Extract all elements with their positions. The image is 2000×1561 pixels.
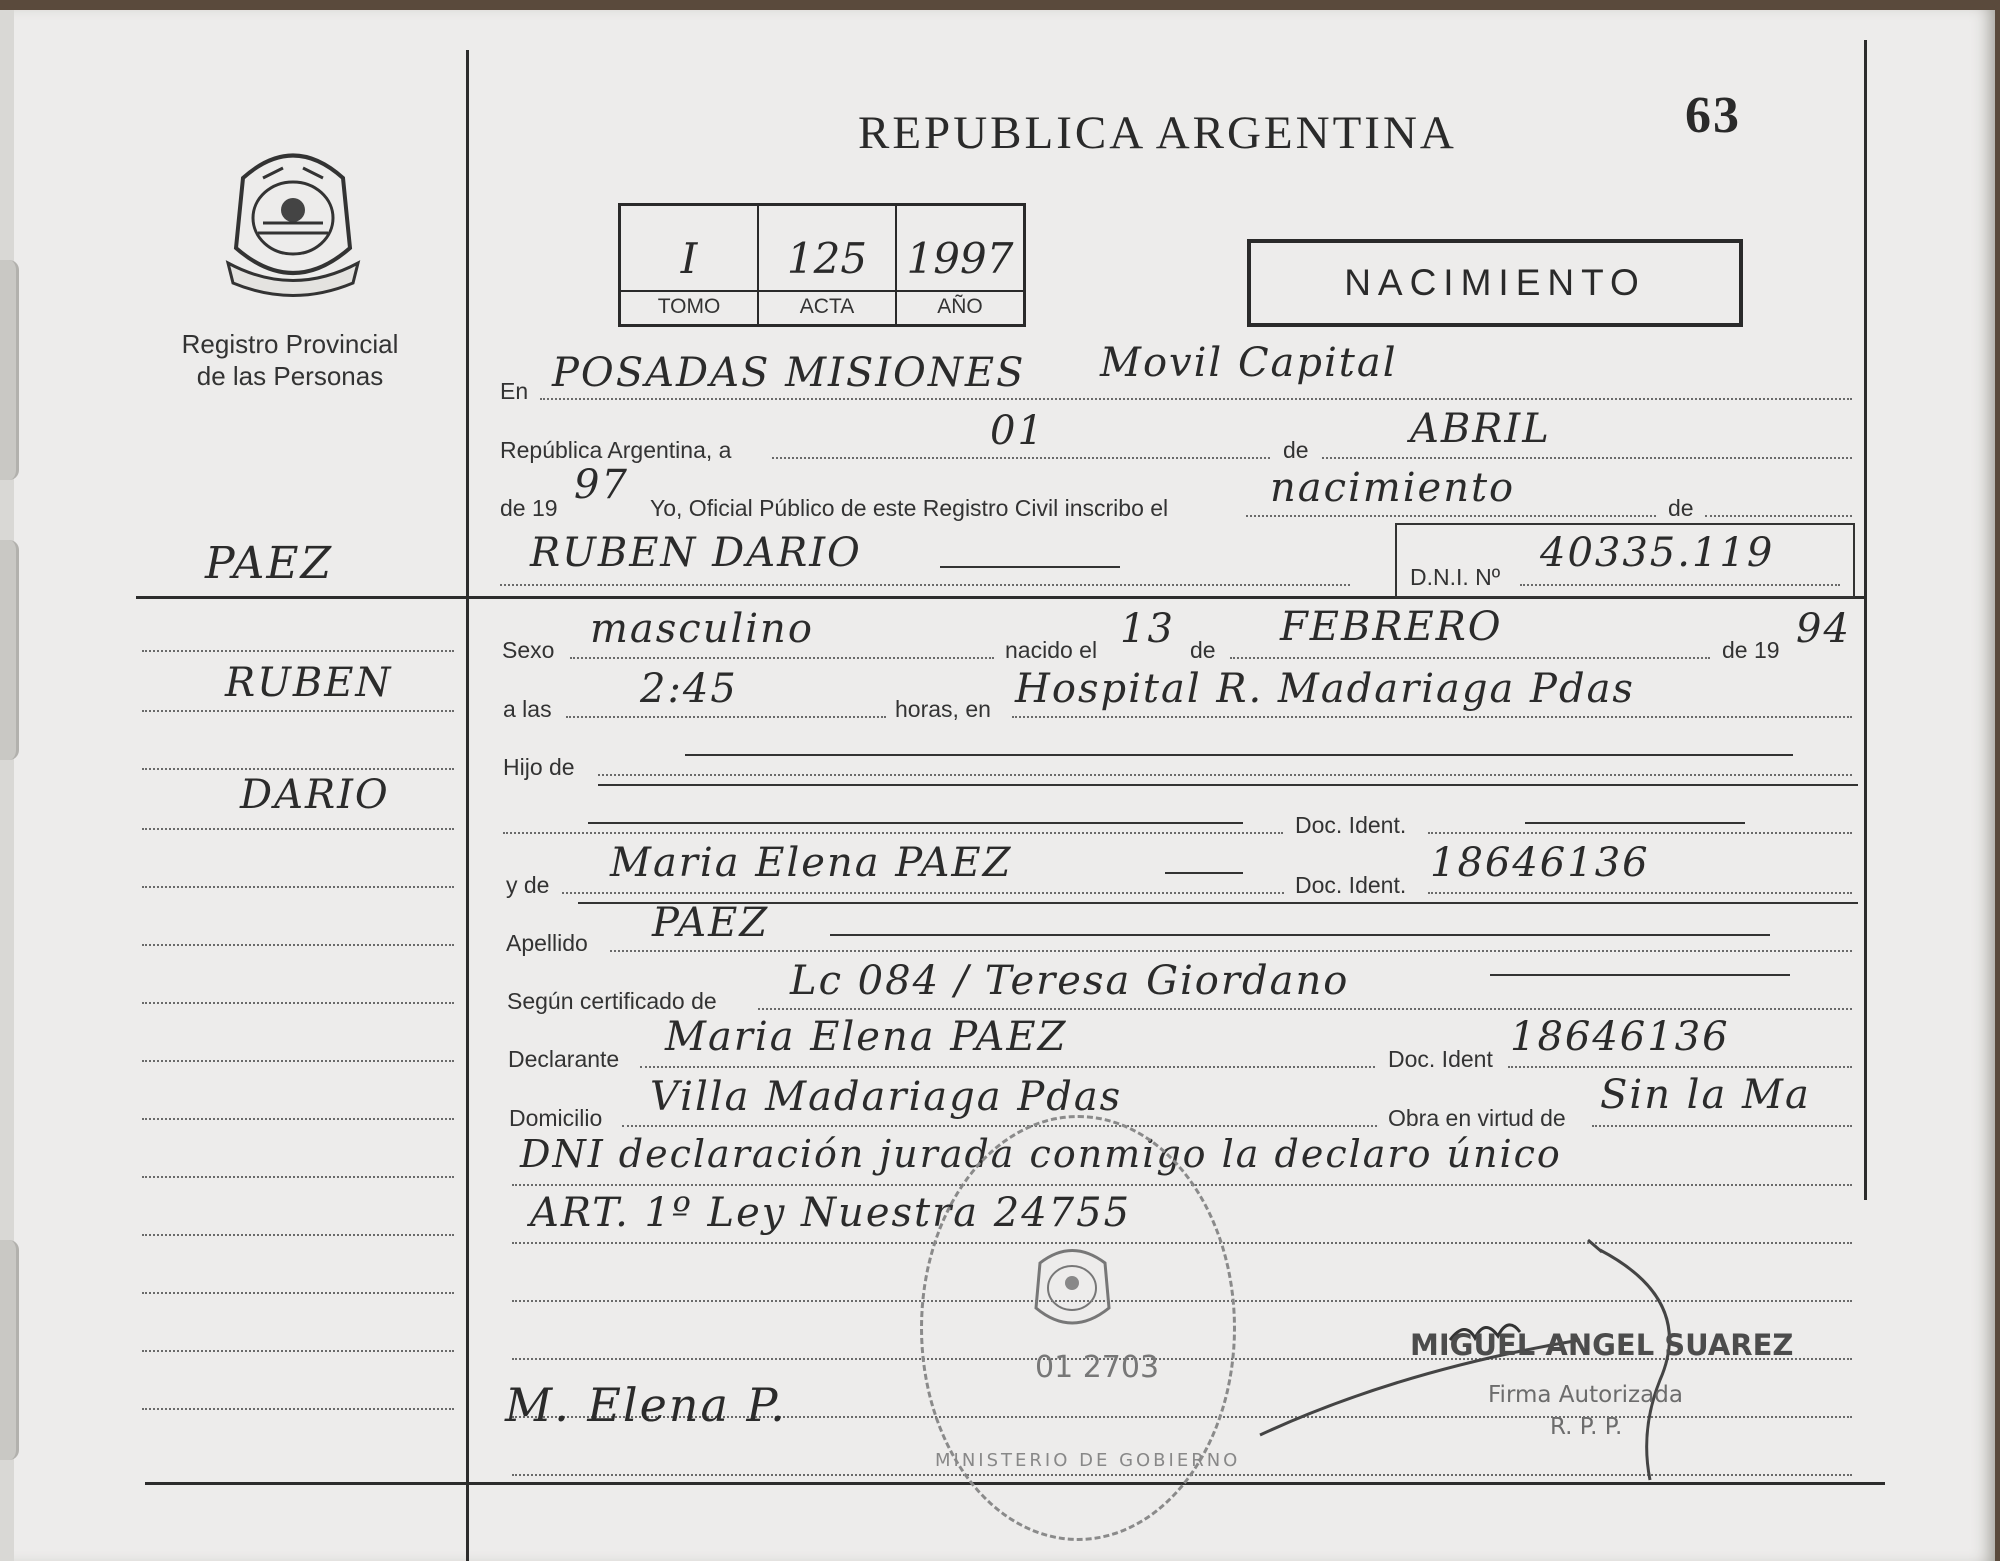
value-nacido-anio: 94: [1796, 606, 1851, 652]
anio-cell: [897, 206, 1023, 324]
label-horas-en: horas, en: [895, 696, 991, 722]
value-nombre: RUBEN DARIO: [530, 530, 862, 576]
tomo-value: I: [680, 234, 698, 283]
label-hijo-de: Hijo de: [503, 754, 575, 780]
label-en: En: [500, 378, 529, 404]
stamp-date: 01 2703: [1035, 1350, 1160, 1385]
value-domicilio: Villa Madariaga Pdas: [650, 1074, 1123, 1120]
binding-hole: [0, 540, 19, 760]
fill-line: [588, 822, 1243, 824]
value-madre: Maria Elena PAEZ: [610, 840, 1013, 886]
label-de: de: [1283, 437, 1309, 463]
label-doc-ident-madre: Doc. Ident.: [1295, 872, 1407, 898]
label-de-19: de 19: [500, 495, 558, 521]
label-sexo: Sexo: [502, 637, 555, 663]
label-doc-ident-padre: Doc. Ident.: [1295, 812, 1407, 838]
record-number-table: [618, 203, 1026, 327]
stamp-text: MINISTERIO DE GOBIERNO: [935, 1450, 1241, 1471]
margin-line: [142, 1292, 454, 1294]
value-mes: ABRIL: [1410, 406, 1551, 452]
label-yo-oficial: Yo, Oficial Público de este Registro Civil inscribo el: [650, 495, 1169, 521]
office-line: Registro Provincial: [181, 329, 399, 359]
field-line: [1246, 515, 1656, 517]
fill-line: [1525, 822, 1745, 824]
value-obra-cont2: ART. 1º Ley Nuestra 24755: [530, 1190, 1132, 1236]
margin-line: [142, 650, 454, 652]
value-dni: 40335.119: [1540, 530, 1775, 576]
fill-line: [1165, 872, 1243, 874]
fill-line: [598, 784, 1858, 786]
certificate-page: [0, 10, 1995, 1561]
acta-value: 125: [786, 234, 868, 283]
label-nacido-el: nacido el: [1005, 637, 1098, 663]
right-border: [1864, 40, 1867, 1200]
field-line: [1428, 832, 1852, 834]
field-line: [610, 950, 1852, 952]
label-apellido: Apellido: [506, 930, 588, 956]
field-line: [640, 1066, 1375, 1068]
anio-value: 1997: [906, 234, 1014, 283]
record-type-box: NACIMIENTO: [1247, 239, 1743, 327]
field-line: [1012, 716, 1852, 718]
margin-line: [142, 710, 454, 712]
margin-line: [142, 1118, 454, 1120]
margin-line: [142, 828, 454, 830]
acta-cell: [759, 206, 897, 324]
value-madre-doc: 18646136: [1430, 840, 1650, 886]
value-sexo: masculino: [590, 606, 814, 652]
field-line: [622, 1125, 1377, 1127]
label-declarante: Declarante: [508, 1046, 620, 1072]
label-doc-ident-decl: Doc. Ident: [1388, 1046, 1493, 1072]
margin-line: [142, 1350, 454, 1352]
acta-label: ACTA: [759, 290, 895, 324]
value-certificado: Lc 084 / Teresa Giordano: [790, 958, 1350, 1004]
field-line: [598, 774, 1852, 776]
value-obra: Sin la Ma: [1600, 1072, 1811, 1118]
field-line: [500, 584, 1350, 586]
fill-line: [830, 934, 1770, 936]
label-de-mes: de: [1190, 637, 1216, 663]
field-line: [570, 657, 994, 659]
field-line: [1322, 457, 1852, 459]
field-line: [1230, 657, 1710, 659]
margin-line: [142, 1408, 454, 1410]
value-nacido-mes: FEBRERO: [1280, 604, 1503, 650]
signatory-role: Firma Autorizada: [1488, 1382, 1683, 1408]
value-apellido: PAEZ: [652, 900, 770, 946]
page-title: REPUBLICA ARGENTINA: [858, 107, 1457, 159]
margin-line: [142, 1176, 454, 1178]
anio-label: AÑO: [897, 290, 1023, 324]
value-lugar-nac: Hospital R. Madariaga Pdas: [1015, 666, 1635, 712]
value-inscripcion: nacimiento: [1270, 465, 1516, 511]
page-number: 63: [1685, 87, 1741, 144]
field-line: [566, 716, 886, 718]
value-declarante-doc: 18646136: [1510, 1014, 1730, 1060]
label-a-las: a las: [503, 696, 552, 722]
fill-line: [685, 754, 1793, 756]
label-segun: Según certificado de: [507, 988, 717, 1014]
margin-line: [142, 768, 454, 770]
binding-hole: [0, 1240, 19, 1460]
tomo-label: TOMO: [621, 290, 757, 324]
margin-line: [142, 886, 454, 888]
field-line: [772, 457, 1270, 459]
value-anio: 97: [574, 462, 629, 508]
stamp-emblem-icon: [1025, 1238, 1120, 1338]
margin-line: [142, 1060, 454, 1062]
value-hora: 2:45: [640, 666, 738, 712]
label-dni: D.N.I. Nº: [1410, 564, 1501, 590]
fill-line: [940, 566, 1120, 568]
label-de-tail: de: [1668, 495, 1694, 521]
margin-line: [142, 1002, 454, 1004]
tomo-cell: [621, 206, 759, 324]
value-obra-cont: DNI declaración jurada conmigo la declaro único: [520, 1132, 1562, 1176]
field-line: [562, 892, 1284, 894]
signatory-rpp: R. P. P.: [1550, 1414, 1623, 1440]
value-oficina: Movil Capital: [1100, 340, 1398, 386]
value-lugar: POSADAS MISIONES: [552, 350, 1026, 396]
label-y-de: y de: [506, 872, 550, 898]
value-dia: 01: [990, 408, 1045, 454]
value-declarante: Maria Elena PAEZ: [665, 1014, 1068, 1060]
value-nacido-dia: 13: [1120, 606, 1175, 652]
province-seal-icon: [218, 138, 368, 303]
label-de-19b: de 19: [1722, 637, 1780, 663]
label-domicilio: Domicilio: [509, 1105, 603, 1131]
field-line: [1428, 892, 1852, 894]
field-line: [1592, 1125, 1852, 1127]
binding-hole: [0, 260, 19, 480]
field-line: [758, 1008, 1852, 1010]
margin-surname: PAEZ: [205, 538, 334, 589]
field-line: [1508, 1066, 1852, 1068]
field-line: [503, 832, 1283, 834]
issuing-office: [110, 328, 470, 392]
field-line: [1520, 584, 1840, 586]
label-republica: República Argentina, a: [500, 437, 732, 463]
office-line: de las Personas: [196, 361, 384, 391]
field-line: [540, 398, 1852, 400]
field-line: [1705, 515, 1852, 517]
fill-line: [578, 902, 1858, 904]
column-divider: [466, 50, 469, 1561]
margin-line: [142, 944, 454, 946]
signatory-name: MIGUEL ANGEL SUAREZ: [1410, 1328, 1794, 1362]
margin-name-2: DARIO: [240, 772, 390, 818]
declarant-signature: M. Elena P.: [505, 1378, 787, 1432]
margin-line: [142, 1234, 454, 1236]
fill-line: [1490, 974, 1790, 976]
margin-name-1: RUBEN: [225, 660, 393, 706]
label-obra: Obra en virtud de: [1388, 1105, 1566, 1131]
